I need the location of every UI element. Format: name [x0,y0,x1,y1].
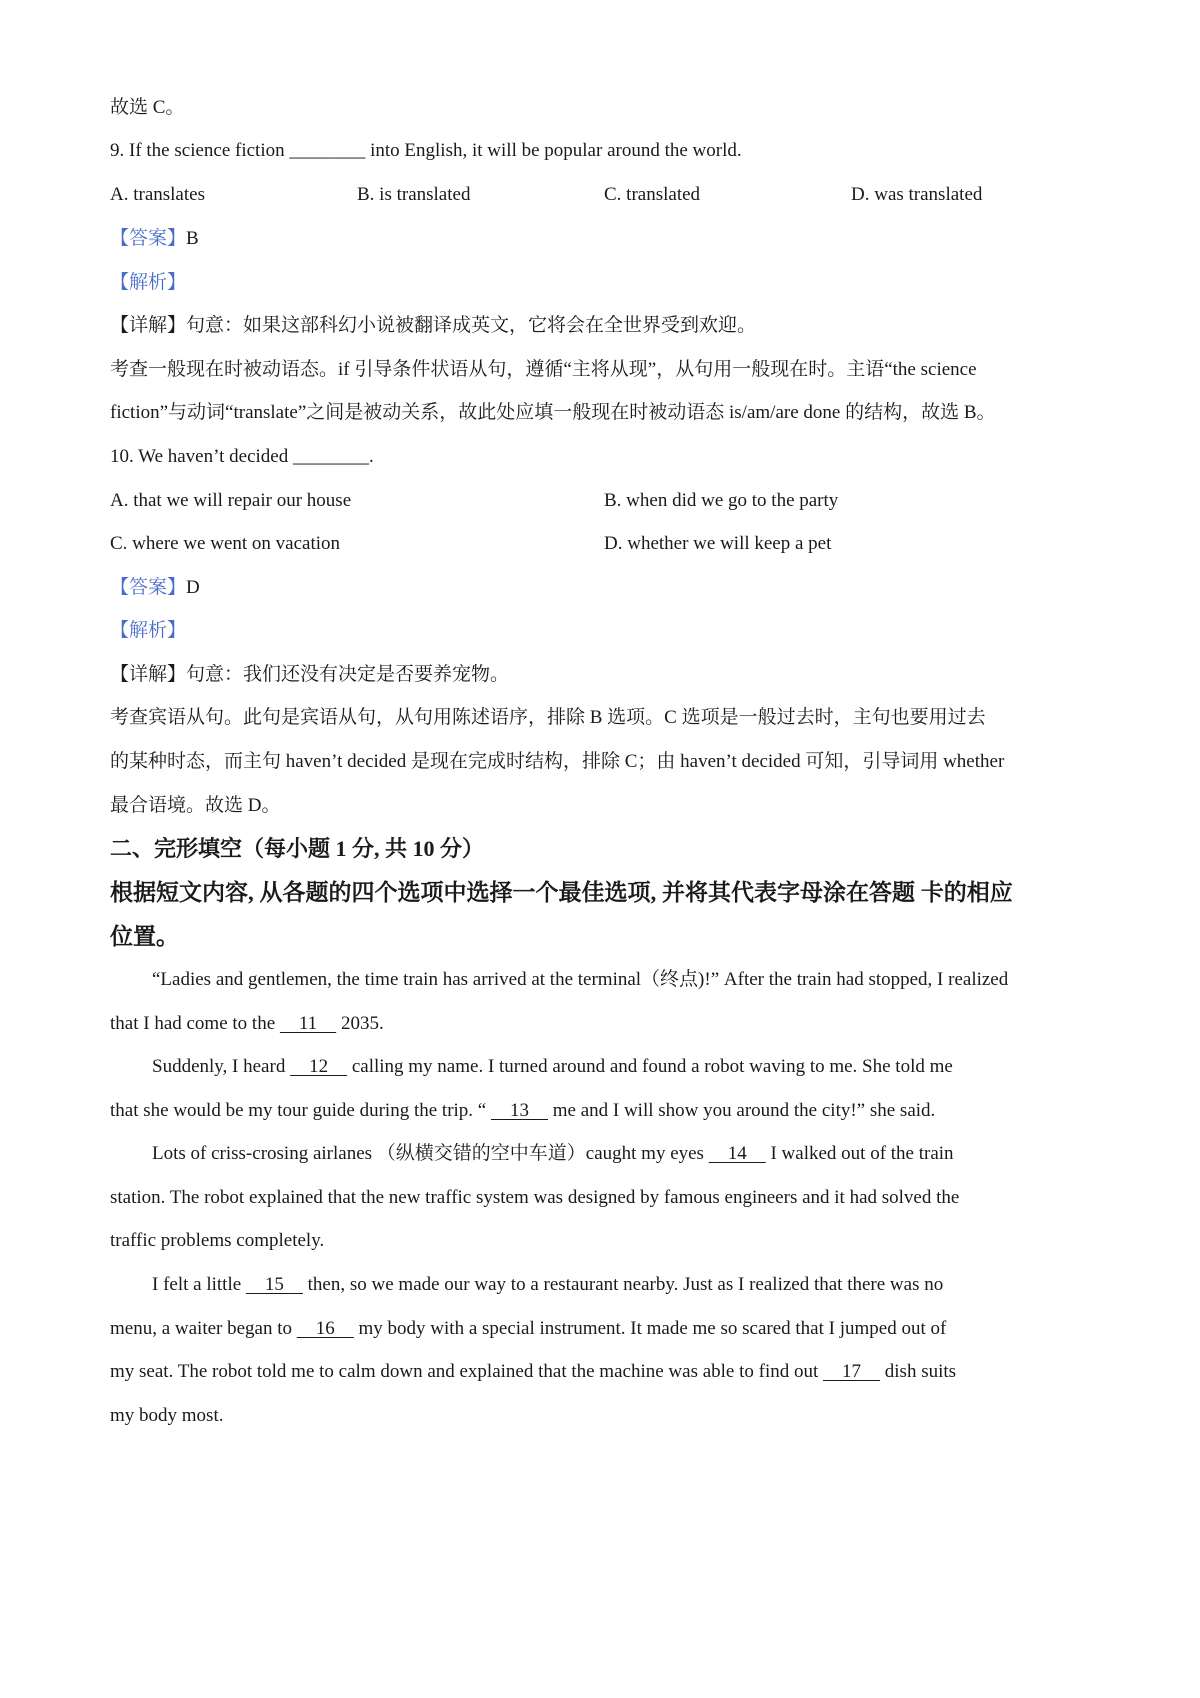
blank-13: 13 [490,1100,548,1121]
passage-p2-line-2 [110,1098,935,1124]
text-segment: menu, a waiter began to [110,1318,297,1339]
q9-option-c: C. translated [604,184,701,205]
blank-12: 12 [290,1056,348,1077]
detail-tag: 【详解】 [110,315,187,336]
text-segment: my body with a special instrument. It made me so scared that I jumped out of [353,1318,947,1339]
blank-16: 16 [296,1318,354,1339]
text-segment: I felt a little [152,1274,246,1295]
q9-stem: 9. If the science fiction ________ into English, it will be popular around the world. [110,140,742,161]
q10-stem: 10. We haven’t decided ________. [110,446,374,467]
passage-p3-line-3: traffic problems completely. [110,1230,325,1251]
blank-17: 17 [823,1361,881,1382]
text-segment: that I had come to the [110,1013,280,1034]
text-segment: my seat. The robot told me to calm down and explained that the machine was able to find out [110,1361,824,1382]
section-instruction-line-1: 根据短文内容, 从各题的四个选项中选择一个最佳选项, 并将其代表字母涂在答题 卡的相应 [110,880,1013,905]
passage-p2-line-1 [152,1054,953,1080]
passage-p1-line-1: “Ladies and gentlemen, the time train has arrived at the terminal（终点)!” After the train had stopped, I realized [152,969,1009,990]
answer-value: D [186,577,200,598]
q9-option-a: A. translates [110,184,205,205]
q10-explain-line-3: 最合语境。故选 D。 [110,795,281,816]
text-segment: then, so we made our way to a restaurant nearby. Just as I realized that there was no [302,1274,944,1295]
q10-analysis-tag: 【解析】 [110,620,187,641]
passage-p4-line-3 [110,1359,956,1385]
text-segment: that she would be my tour guide during the trip. “ [110,1100,491,1121]
text-segment: calling my name. I turned around and found a robot waving to me. She told me [347,1056,953,1077]
answer-value: B [186,228,199,249]
q9-answer [110,226,199,252]
text-segment: Lots of criss-crosing airlanes （纵横交错的空中车道）caught my eyes [152,1143,709,1164]
q9-explain-line-2: fiction”与动词“translate”之间是被动关系，故此处应填一般现在时被动语态 is/am/are done 的结构，故选 B。 [110,402,996,423]
q9-option-d: D. was translated [851,184,983,205]
q9-option-b: B. is translated [357,184,471,205]
passage-p4-line-1 [152,1272,943,1298]
q10-explain-line-2: 的某种时态，而主句 haven’t decided 是现在完成时结构，排除 C；由 haven’t decided 可知，引导词用 whether [110,751,1005,772]
blank-14: 14 [708,1143,766,1164]
answer-tag: 【答案】 [110,577,187,598]
passage-p1-line-2 [110,1011,384,1037]
text-segment: Suddenly, I heard [152,1056,291,1077]
detail-tag: 【详解】 [110,664,187,685]
q10-option-a: A. that we will repair our house [110,490,352,511]
passage-p3-line-1 [152,1141,954,1167]
text-segment: I walked out of the train [765,1143,954,1164]
q9-explain-line-1: 考查一般现在时被动语态。if 引导条件状语从句，遵循“主将从现”，从句用一般现在时。主语“the science [110,359,977,380]
text-segment: dish suits [880,1361,957,1382]
section-title: 二、完形填空（每小题 1 分, 共 10 分） [110,836,485,861]
q9-detail [110,313,756,339]
q10-answer [110,575,200,601]
detail-text: 句意：我们还没有决定是否要养宠物。 [186,664,510,685]
passage-p4-line-2 [110,1316,946,1342]
passage-p3-line-2: station. The robot explained that the new traffic system was designed by famous engineers and it had solved the [110,1187,960,1208]
prev-conclusion: 故选 C。 [110,97,185,118]
q10-option-d: D. whether we will keep a pet [604,533,832,554]
text-segment: me and I will show you around the city!” she said. [547,1100,936,1121]
detail-text: 句意：如果这部科幻小说被翻译成英文，它将会在全世界受到欢迎。 [186,315,757,336]
q10-explain-line-1: 考查宾语从句。此句是宾语从句，从句用陈述语序，排除 B 选项。C 选项是一般过去时，主句也要用过去 [110,707,986,728]
blank-11: 11 [279,1013,337,1034]
answer-tag: 【答案】 [110,228,187,249]
q10-option-c: C. where we went on vacation [110,533,341,554]
section-instruction-line-2: 位置。 [110,924,179,949]
text-segment: 2035. [336,1013,384,1034]
blank-15: 15 [245,1274,303,1295]
passage-p4-line-4: my body most. [110,1405,224,1426]
q9-analysis-tag: 【解析】 [110,272,187,293]
q10-detail [110,662,509,688]
q10-option-b: B. when did we go to the party [604,490,839,511]
